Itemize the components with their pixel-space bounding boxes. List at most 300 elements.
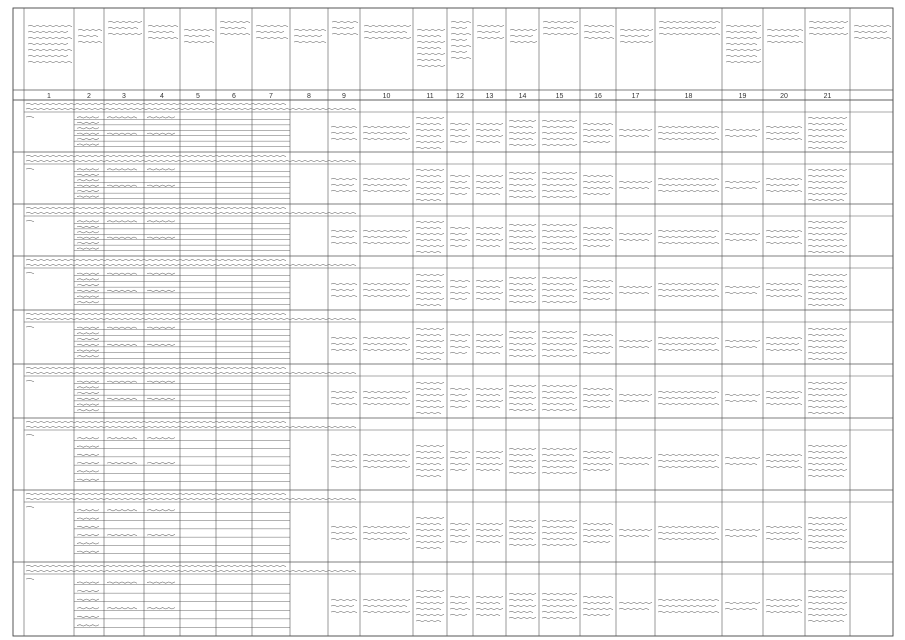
- financing-label-text: [77, 471, 99, 472]
- financing-value-text: [147, 438, 175, 439]
- header-text: [364, 31, 407, 32]
- cell-text: [450, 614, 467, 615]
- cell-text: [416, 135, 441, 136]
- cell-text: [808, 123, 844, 124]
- cell-text: [808, 352, 847, 353]
- cell-text: [583, 388, 613, 389]
- column-number: 20: [780, 93, 788, 100]
- cell-text: [363, 403, 410, 404]
- financing-label-text: [77, 551, 99, 552]
- header-text: [256, 37, 288, 38]
- financing-value-text: [107, 290, 137, 291]
- cell-text: [450, 227, 470, 228]
- cell-text: [509, 448, 536, 449]
- cell-text: [619, 608, 649, 609]
- cell-text: [476, 352, 500, 353]
- header-text: [854, 25, 891, 26]
- cell-text: [542, 355, 577, 356]
- cell-text: [416, 517, 444, 518]
- cell-text: [331, 230, 357, 231]
- cell-text: [416, 304, 441, 305]
- financing-label-text: [77, 526, 99, 527]
- cell-text: [416, 620, 441, 621]
- cell-text: [331, 599, 357, 600]
- cell-text: [583, 292, 613, 293]
- cell-text: [331, 460, 354, 461]
- cell-text: [416, 141, 444, 142]
- cell-text: [509, 289, 536, 290]
- cell-text: [509, 409, 536, 410]
- cell-text: [542, 385, 577, 386]
- header-text: [543, 33, 578, 34]
- header-text: [294, 41, 326, 42]
- cell-text: [808, 463, 844, 464]
- cell-text: [808, 328, 847, 329]
- cell-text: [658, 526, 719, 527]
- cell-text: [363, 126, 410, 127]
- cell-text: [658, 349, 719, 350]
- cell-text: [583, 394, 610, 395]
- cell-text: [808, 221, 847, 222]
- cell-text: [542, 295, 574, 296]
- cell-text: [331, 454, 357, 455]
- cell-text: [725, 602, 760, 603]
- cell-text: [766, 178, 802, 179]
- cell-text: [542, 409, 577, 410]
- cell-text: [476, 135, 503, 136]
- financing-value-text: [107, 608, 137, 609]
- section-heading-text: [26, 103, 286, 104]
- cell-text: [416, 286, 444, 287]
- cell-text: [331, 295, 357, 296]
- header-text: [417, 35, 441, 36]
- cell-text: [542, 184, 577, 185]
- cell-text: [619, 239, 649, 240]
- cell-text: [363, 242, 410, 243]
- column-number: 10: [382, 93, 391, 100]
- cell-text: [808, 147, 844, 148]
- cell-text: [476, 346, 503, 347]
- financing-label-text: [77, 608, 99, 609]
- column-number: 1: [47, 93, 51, 100]
- cell-text: [450, 602, 467, 603]
- cell-text: [509, 544, 536, 545]
- cell-text: [658, 132, 716, 133]
- cell-text: [542, 331, 577, 332]
- cell-text: [766, 132, 799, 133]
- cell-text: [725, 340, 760, 341]
- header-text: [148, 37, 178, 38]
- cell-text: [416, 529, 444, 530]
- cell-text: [619, 394, 652, 395]
- cell-text: [509, 248, 536, 249]
- cell-text: [450, 457, 467, 458]
- cell-text: [542, 178, 574, 179]
- cell-text: [476, 602, 500, 603]
- cell-text: [808, 445, 847, 446]
- cell-text: [416, 608, 441, 609]
- cell-text: [450, 400, 470, 401]
- cell-text: [583, 181, 610, 182]
- header-text: [584, 37, 614, 38]
- cell-text: [583, 175, 613, 176]
- cell-text: [509, 593, 536, 594]
- cell-text: [416, 523, 441, 524]
- cell-text: [363, 289, 407, 290]
- cell-text: [363, 526, 410, 527]
- item-number-text: [26, 168, 34, 169]
- cell-text: [583, 614, 610, 615]
- cell-text: [766, 283, 802, 284]
- cell-text: [583, 141, 610, 142]
- header-text: [256, 31, 284, 32]
- cell-text: [331, 605, 354, 606]
- header-text: [220, 27, 246, 28]
- cell-text: [542, 472, 577, 473]
- cell-text: [658, 190, 719, 191]
- column-number: 13: [485, 93, 494, 100]
- financing-value-text: [107, 344, 137, 345]
- header-text: [28, 55, 68, 56]
- cell-text: [509, 526, 533, 527]
- cell-text: [583, 280, 613, 281]
- cell-text: [725, 187, 757, 188]
- header-text: [659, 27, 716, 28]
- cell-text: [416, 394, 444, 395]
- header-text: [332, 33, 358, 34]
- cell-text: [542, 611, 574, 612]
- header-text: [726, 37, 761, 38]
- cell-text: [583, 457, 610, 458]
- cell-text: [509, 538, 533, 539]
- cell-text: [766, 605, 799, 606]
- cell-text: [808, 245, 847, 246]
- cell-text: [619, 400, 649, 401]
- cell-text: [658, 236, 716, 237]
- cell-text: [476, 129, 500, 130]
- cell-text: [658, 403, 719, 404]
- cell-text: [808, 596, 844, 597]
- cell-text: [476, 280, 503, 281]
- cell-text: [583, 406, 610, 407]
- cell-text: [583, 187, 613, 188]
- financing-label-text: [77, 438, 99, 439]
- financing-label-text: [77, 232, 99, 233]
- column-number: 3: [122, 93, 126, 100]
- header-text: [417, 59, 441, 60]
- cell-text: [476, 245, 500, 246]
- cell-text: [725, 181, 760, 182]
- cell-text: [450, 187, 470, 188]
- cell-text: [416, 541, 444, 542]
- financing-label-text: [77, 344, 99, 345]
- cell-text: [416, 412, 441, 413]
- header-text: [364, 37, 411, 38]
- cell-text: [766, 403, 802, 404]
- cell-text: [476, 541, 500, 542]
- cell-text: [416, 175, 441, 176]
- header-text: [451, 27, 467, 28]
- cell-text: [363, 138, 410, 139]
- financing-value-text: [107, 273, 137, 274]
- cell-text: [509, 466, 533, 467]
- cell-text: [509, 403, 533, 404]
- cell-text: [658, 466, 719, 467]
- cell-text: [766, 343, 799, 344]
- cell-text: [542, 283, 574, 284]
- financing-value-text: [107, 169, 137, 170]
- cell-text: [416, 123, 441, 124]
- cell-text: [509, 391, 533, 392]
- cell-text: [509, 385, 536, 386]
- section-heading-text: [26, 313, 286, 314]
- cell-text: [766, 532, 799, 533]
- cell-text: [476, 340, 500, 341]
- cell-text: [658, 599, 719, 600]
- column-number: 6: [232, 93, 236, 100]
- cell-text: [583, 535, 613, 536]
- cell-text: [725, 608, 757, 609]
- header-text: [620, 35, 649, 36]
- cell-text: [808, 535, 844, 536]
- cell-text: [808, 475, 844, 476]
- header-text: [108, 33, 142, 34]
- cell-text: [658, 230, 719, 231]
- cell-text: [583, 334, 613, 335]
- financing-label-text: [77, 273, 99, 274]
- cell-text: [476, 469, 500, 470]
- cell-text: [509, 520, 536, 521]
- cell-text: [476, 141, 500, 142]
- financing-label-text: [77, 190, 99, 191]
- cell-text: [509, 611, 533, 612]
- cell-text: [542, 391, 574, 392]
- header-text: [726, 55, 757, 56]
- cell-text: [509, 599, 533, 600]
- cell-text: [416, 463, 441, 464]
- cell-text: [416, 251, 441, 252]
- cell-text: [766, 230, 802, 231]
- financing-label-text: [77, 404, 99, 405]
- cell-text: [509, 190, 533, 191]
- cell-text: [416, 181, 444, 182]
- cell-text: [450, 292, 470, 293]
- cell-text: [583, 602, 610, 603]
- cell-text: [450, 608, 470, 609]
- header-text: [510, 35, 533, 36]
- cell-text: [331, 337, 357, 338]
- header-text: [584, 25, 614, 26]
- cell-text: [363, 283, 410, 284]
- financing-label-text: [77, 534, 99, 535]
- item-number-text: [26, 506, 34, 507]
- cell-text: [509, 472, 536, 473]
- section-heading-text: [26, 421, 286, 422]
- financing-label-text: [77, 398, 99, 399]
- cell-text: [363, 466, 410, 467]
- section-heading-text: [26, 259, 286, 260]
- financing-value-text: [107, 237, 137, 238]
- cell-text: [808, 199, 844, 200]
- cell-text: [476, 388, 503, 389]
- header-text: [584, 31, 610, 32]
- cell-text: [583, 129, 610, 130]
- header-text: [184, 29, 214, 30]
- financing-label-text: [77, 284, 99, 285]
- cell-text: [476, 239, 503, 240]
- cell-text: [583, 193, 610, 194]
- section-program-text: [26, 426, 356, 427]
- cell-text: [509, 337, 533, 338]
- cell-text: [450, 286, 467, 287]
- cell-text: [808, 382, 847, 383]
- section-program-text: [26, 570, 356, 571]
- cell-text: [808, 451, 844, 452]
- cell-text: [509, 331, 536, 332]
- cell-text: [509, 242, 533, 243]
- header-text: [726, 61, 761, 62]
- cell-text: [416, 535, 441, 536]
- cell-text: [808, 280, 844, 281]
- section-heading-text: [26, 367, 286, 368]
- cell-text: [808, 457, 847, 458]
- financing-value-text: [147, 221, 175, 222]
- cell-text: [808, 523, 844, 524]
- cell-text: [766, 599, 802, 600]
- cell-text: [476, 123, 503, 124]
- section-heading-text: [26, 565, 286, 566]
- cell-text: [583, 608, 613, 609]
- cell-text: [808, 169, 847, 170]
- cell-text: [476, 334, 503, 335]
- section-heading-text: [26, 207, 286, 208]
- cell-text: [416, 199, 441, 200]
- financing-value-text: [107, 117, 137, 118]
- column-number: 4: [160, 93, 164, 100]
- cell-text: [509, 532, 536, 533]
- financing-label-text: [77, 387, 99, 388]
- cell-text: [542, 172, 577, 173]
- financing-label-text: [77, 296, 99, 297]
- cell-text: [808, 233, 847, 234]
- cell-text: [509, 132, 536, 133]
- financing-label-text: [77, 302, 99, 303]
- cell-text: [619, 233, 652, 234]
- cell-text: [331, 611, 357, 612]
- cell-text: [766, 454, 802, 455]
- financing-value-text: [107, 510, 137, 511]
- cell-text: [542, 520, 577, 521]
- cell-text: [766, 190, 802, 191]
- financing-value-text: [107, 327, 137, 328]
- header-text: [543, 27, 574, 28]
- cell-text: [363, 532, 407, 533]
- cell-text: [450, 334, 470, 335]
- header-text: [659, 21, 720, 22]
- cell-text: [509, 397, 536, 398]
- cell-text: [658, 391, 719, 392]
- cell-text: [509, 224, 536, 225]
- cell-text: [363, 184, 407, 185]
- header-text: [417, 65, 445, 66]
- header-text: [417, 53, 445, 54]
- cell-text: [476, 292, 503, 293]
- cell-text: [331, 403, 357, 404]
- cell-text: [450, 239, 470, 240]
- cell-text: [416, 475, 441, 476]
- financing-value-text: [107, 582, 137, 583]
- cell-text: [766, 349, 802, 350]
- cell-text: [808, 251, 844, 252]
- item-number-text: [26, 272, 34, 273]
- column-number: 17: [631, 93, 640, 100]
- header-text: [256, 25, 288, 26]
- header-text: [809, 27, 844, 28]
- cell-text: [766, 289, 799, 290]
- cell-text: [476, 463, 503, 464]
- cell-text: [542, 605, 577, 606]
- cell-text: [542, 544, 577, 545]
- cell-text: [542, 448, 577, 449]
- header-text: [220, 21, 250, 22]
- cell-text: [331, 190, 357, 191]
- financing-value-text: [107, 221, 137, 222]
- cell-text: [766, 526, 802, 527]
- cell-text: [450, 141, 467, 142]
- financing-label-text: [77, 510, 99, 511]
- cell-text: [450, 541, 467, 542]
- cell-text: [766, 337, 802, 338]
- cell-text: [808, 469, 847, 470]
- cell-text: [363, 132, 407, 133]
- header-text: [148, 31, 174, 32]
- financing-label-text: [77, 479, 99, 480]
- cell-text: [725, 286, 760, 287]
- cell-text: [583, 123, 613, 124]
- cell-text: [808, 541, 847, 542]
- cell-text: [416, 328, 444, 329]
- financing-value-text: [107, 381, 137, 382]
- cell-text: [331, 242, 357, 243]
- cell-text: [509, 236, 536, 237]
- financing-label-text: [77, 226, 99, 227]
- cell-text: [542, 526, 574, 527]
- cell-text: [808, 304, 844, 305]
- cell-text: [808, 517, 847, 518]
- column-number: 21: [823, 93, 832, 100]
- cell-text: [476, 394, 500, 395]
- cell-text: [416, 340, 444, 341]
- cell-text: [509, 605, 536, 606]
- cell-text: [509, 355, 536, 356]
- cell-text: [416, 147, 441, 148]
- cell-text: [416, 388, 441, 389]
- cell-text: [416, 457, 444, 458]
- section-program-text: [26, 212, 356, 213]
- column-number: 11: [426, 93, 434, 100]
- cell-text: [363, 611, 410, 612]
- cell-text: [416, 193, 444, 194]
- cell-text: [331, 466, 357, 467]
- cell-text: [808, 274, 847, 275]
- cell-text: [619, 535, 649, 536]
- cell-text: [416, 187, 441, 188]
- cell-text: [476, 535, 503, 536]
- header-text: [28, 31, 68, 32]
- item-number-text: [26, 578, 34, 579]
- cell-text: [509, 349, 533, 350]
- column-number: 18: [684, 93, 693, 100]
